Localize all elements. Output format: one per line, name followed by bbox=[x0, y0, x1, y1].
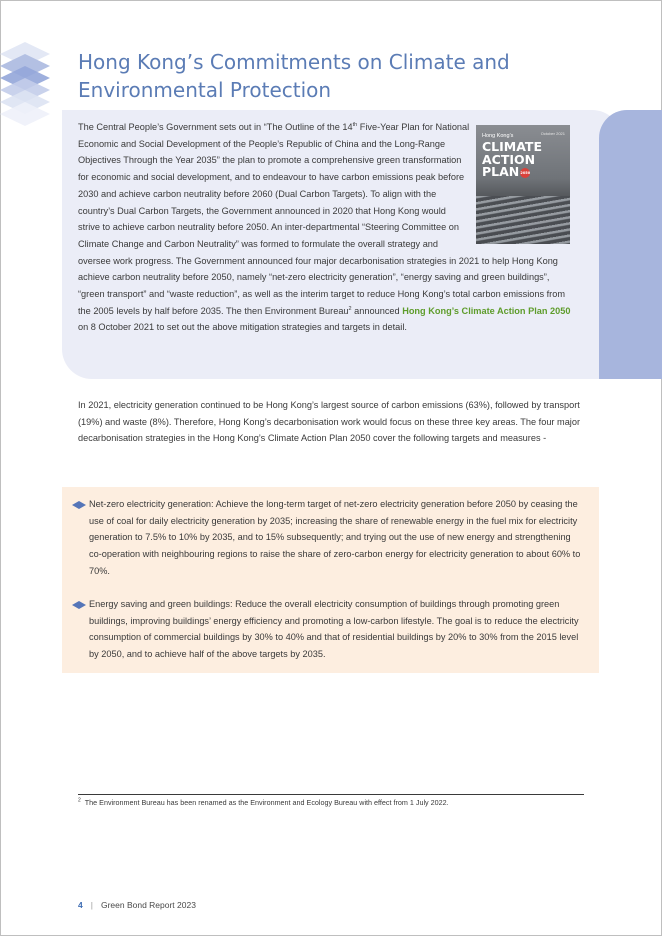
footnote-text: The Environment Bureau has been renamed as the Environment and Ecology Bureau with effect from 1 July 2022. bbox=[84, 798, 449, 807]
footnote-divider bbox=[78, 794, 584, 795]
cover-line-2: ACTION bbox=[482, 151, 536, 167]
side-band bbox=[599, 110, 662, 379]
footnote bbox=[78, 798, 584, 808]
measure-item-electricity: Net-zero electricity generation: Achieve the long-term target of net-zero electricity generation before 2050 by ceasing the use of coal for daily electricity generation by 2035; increasing the share of renewable energy in the fuel mix for electricity generation to 7.5% to 10% by 2035, and to 15% subsequently; and trying out the use of new energy and strengthening co-operation with neighbouring regions to raise the share of zero-carbon energy for electricity generation to about 60% to 70%. bbox=[89, 499, 581, 576]
diamond-bullet-icon bbox=[72, 501, 86, 509]
climate-action-plan-link[interactable]: Hong Kong’s Climate Action Plan 2050 bbox=[402, 305, 571, 316]
cover-small-title: Hong Kong’s bbox=[482, 133, 514, 139]
decorative-stacked-diamonds bbox=[0, 40, 50, 130]
cover-line-3-text: PLAN bbox=[482, 164, 520, 179]
intro-text-part2: Five-Year Plan for National Economic and Social Development of the People’s Republic of China and the Long-Range Objectives Through the Year 2035” the plan to promote a comprehensive green transformation for economic and social development, and to endeavour to have carbon emissions peak before 2030 and achieve carbon neutrality before 2060 (Dual Carbon Targets). To align with the country’s Dual Carbon Targets, the Government announced in 2020 that Hong Kong would strive to achieve carbon neutrality before 2050. An inter-departmental “Steering Committee on Climate Change and Carbon Neutrality” was formed to formulate the overall strategy and oversee work progress. The Government announced four major decarbonisation strategies in 2021 to help Hong Kong achieve carbon neutrality before 2050, namely “net-zero electricity generation”, “energy saving and green buildings”, “green transport” and “waste reduction”, as well as the interim target to reduce Hong Kong’s total carbon emissions from the 2005 levels by half before 2035. The then Environment Bureau bbox=[78, 122, 566, 316]
superscript-th: th bbox=[352, 121, 358, 128]
page-title: Hong Kong’s Commitments on Climate and Environmental Protection bbox=[78, 50, 510, 102]
footnote-reference[interactable]: 2 bbox=[348, 305, 352, 312]
intro-text-part1: The Central People’s Government sets out in “The Outline of the 14 bbox=[78, 122, 353, 132]
measure-item-buildings: Energy saving and green buildings: Reduce the overall electricity consumption of buildings through promoting green buildings, improving buildings’ energy efficiency and promoting a low-carbon lifestyle. The goal is to reduce the electricity consumption of commercial buildings by 30% to 40% and that of residential buildings by 20% to 30% from the 2015 level by 2050, and to achieve half of the above targets by 2035. bbox=[89, 599, 579, 660]
cover-2050-badge: 2050 bbox=[520, 168, 530, 178]
cover-float-spacer bbox=[470, 119, 576, 245]
intro-text-part4: on 8 October 2021 to set out the above mitigation strategies and targets in detail. bbox=[78, 322, 407, 333]
page-footer bbox=[78, 900, 196, 911]
cover-date: October 2021 bbox=[540, 131, 565, 136]
intro-text-part3: announced bbox=[351, 305, 403, 316]
report-title: Green Bond Report 2023 bbox=[100, 900, 196, 910]
diamond-bullet-icon bbox=[72, 601, 86, 609]
cover-line-1: CLIMATE bbox=[482, 139, 542, 154]
footnote-marker: 2 bbox=[78, 797, 81, 804]
emissions-paragraph: In 2021, electricity generation continued to be Hong Kong’s largest source of carbon emissions (63%), followed by transport (19%) and waste (8%). Therefore, Hong Kong’s decarbonisation work would focus on these three key areas. The four major decarbonisation strategies in the Hong Kong’s Climate Action Plan 2050 cover the following targets and measures - bbox=[78, 400, 581, 444]
footer-separator: | bbox=[90, 900, 93, 910]
intro-paragraph bbox=[78, 119, 576, 336]
page-number: 4 bbox=[78, 900, 83, 910]
